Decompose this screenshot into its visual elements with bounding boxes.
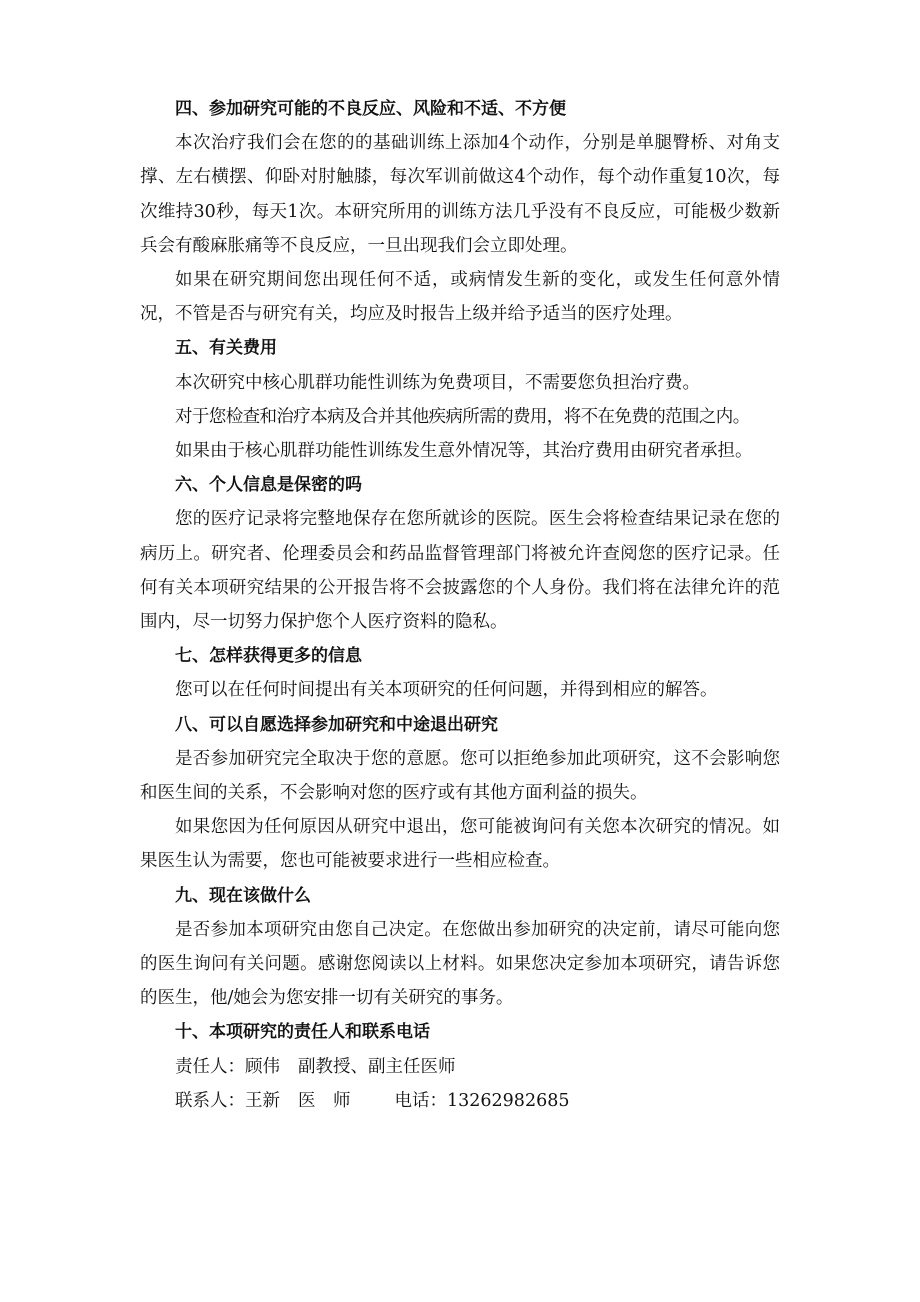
section-heading-7: 七、怎样获得更多的信息 — [175, 646, 362, 667]
section-7-paragraph-1: 您可以在任何时间提出有关本项研究的任何问题，并得到相应的解答。 — [175, 680, 718, 701]
section-heading-4: 四、参加研究可能的不良反应、风险和不适、不方便 — [175, 99, 566, 119]
section-heading-5: 五、有关费用 — [175, 338, 277, 359]
section-8-paragraph-2: 如果您因为任何原因从研究中退出，您可能被询问有关您本次研究的情况。如果医生认为需要，您也可能被要求进行一些相应检查。 — [140, 817, 780, 872]
section-5-paragraph-3: 如果由于核心肌群功能性训练发生意外情况等，其治疗费用由研究者承担。 — [175, 441, 753, 462]
document-body — [140, 92, 780, 1118]
responsible-title: 副教授、副主任医师 — [298, 1056, 456, 1077]
responsible-label: 责任人： — [175, 1056, 245, 1077]
contact-name: 王新 — [245, 1090, 280, 1111]
contact-person-line — [140, 1084, 780, 1118]
section-heading-6: 六、个人信息是保密的吗 — [175, 475, 362, 496]
section-4-paragraph-2: 如果在研究期间您出现任何不适，或病情发生新的变化，或发生任何意外情况，不管是否与研究有关，均应及时报告上级并给予适当的医疗处理。 — [140, 270, 780, 325]
section-9-paragraph-1: 是否参加本项研究由您自己决定。在您做出参加研究的决定前，请尽可能向您的医生询问有关问题。感谢您阅读以上材料。如果您决定参加本项研究，请告诉您的医生，他/她会为您安排一切有关研究的事务。 — [140, 919, 780, 1009]
section-heading-10: 十、本项研究的责任人和联系电话 — [175, 1022, 430, 1043]
contact-label: 联系人： — [175, 1090, 245, 1111]
phone-label: 电话： — [394, 1090, 447, 1111]
section-8-paragraph-1: 是否参加研究完全取决于您的意愿。您可以拒绝参加此项研究，这不会影响您和医生间的关系，不会影响对您的医疗或有其他方面利益的损失。 — [140, 748, 780, 804]
section-6-paragraph-1: 您的医疗记录将完整地保存在您所就诊的医院。医生会将检查结果记录在您的病历上。研究者、伦理委员会和药品监督管理部门将被允许查阅您的医疗记录。任何有关本项研究结果的公开报告将不会披露您的个人身份。我们将在法律允许的范围内，尽一切努力保护您个人医疗资料的隐私。 — [140, 509, 780, 633]
responsible-name: 顾伟 — [245, 1056, 280, 1077]
contact-title: 医 师 — [298, 1090, 351, 1111]
section-heading-8: 八、可以自愿选择参加研究和中途退出研究 — [175, 714, 498, 735]
phone-number: 13262982685 — [447, 1090, 570, 1111]
section-heading-9: 九、现在该做什么 — [175, 885, 311, 906]
section-5-paragraph-1: 本次研究中核心肌群功能性训练为免费项目，不需要您负担治疗费。 — [175, 372, 700, 393]
section-5-paragraph-2: 对于您检查和治疗本病及合并其他疾病所需的费用，将不在免费的范围之内。 — [175, 406, 750, 427]
responsible-person-line — [140, 1050, 780, 1084]
section-4-paragraph-1: 本次治疗我们会在您的的基础训练上添加4个动作，分别是单腿臀桥、对角支撑、左右横摆、仰卧对肘触膝，每次军训前做这4个动作，每个动作重复10次，每次维持30秒，每天1次。本研究所用的训练方法几乎没有不良反应，可能极少数新兵会有酸麻胀痛等不良反应，一旦出现我们会立即处理。 — [140, 133, 780, 256]
